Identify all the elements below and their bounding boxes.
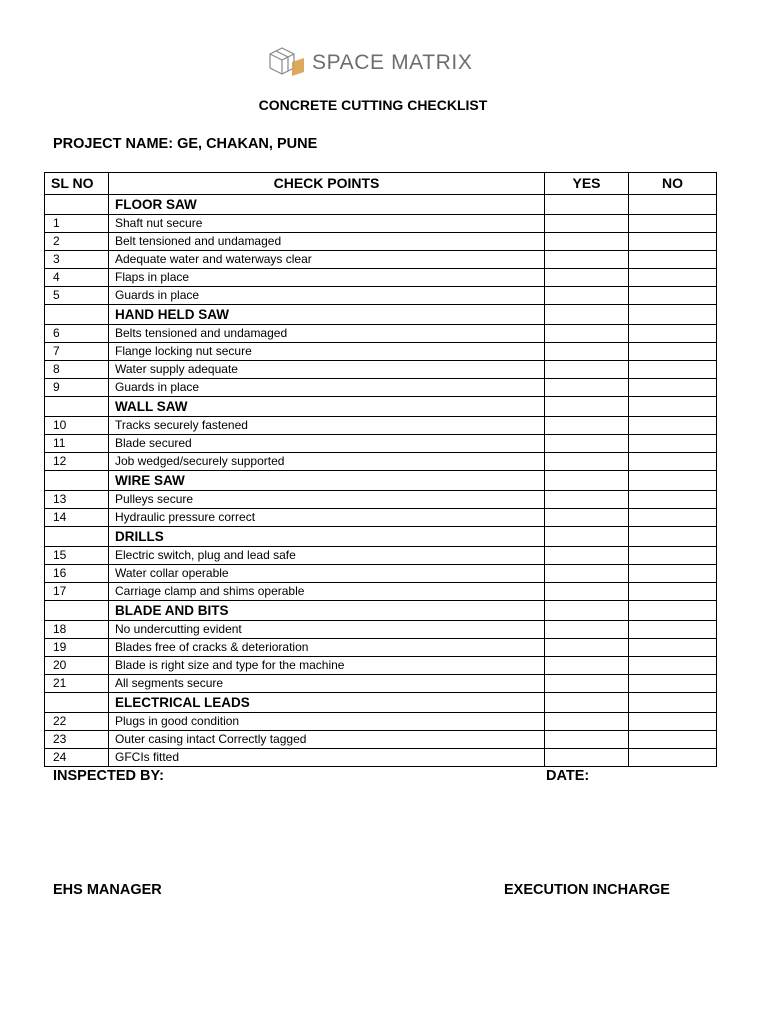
yes-cell[interactable] [545, 325, 629, 343]
sl-no-cell: 9 [45, 379, 109, 397]
header-yes: YES [545, 173, 629, 195]
yes-cell[interactable] [545, 713, 629, 731]
check-point-cell: Blades free of cracks & deterioration [109, 639, 545, 657]
no-cell [629, 527, 717, 547]
table-row [45, 491, 717, 509]
sl-no-cell [45, 601, 109, 621]
no-cell [629, 471, 717, 491]
yes-cell[interactable] [545, 675, 629, 693]
section-row [45, 693, 717, 713]
check-point-cell: Blade is right size and type for the machine [109, 657, 545, 675]
table-row [45, 565, 717, 583]
section-row [45, 397, 717, 417]
sl-no-cell [45, 305, 109, 325]
table-row [45, 675, 717, 693]
sl-no-cell: 2 [45, 233, 109, 251]
yes-cell[interactable] [545, 233, 629, 251]
sl-no-cell: 5 [45, 287, 109, 305]
no-cell[interactable] [629, 379, 717, 397]
check-point-cell: Adequate water and waterways clear [109, 251, 545, 269]
check-point-cell: No undercutting evident [109, 621, 545, 639]
section-title: FLOOR SAW [109, 195, 545, 215]
header-no: NO [629, 173, 717, 195]
sl-no-cell: 17 [45, 583, 109, 601]
sl-no-cell: 4 [45, 269, 109, 287]
check-point-cell: Outer casing intact Correctly tagged [109, 731, 545, 749]
section-title: WALL SAW [109, 397, 545, 417]
check-point-cell: GFCIs fitted [109, 749, 545, 767]
sl-no-cell: 18 [45, 621, 109, 639]
table-row [45, 325, 717, 343]
no-cell[interactable] [629, 325, 717, 343]
check-point-cell: Guards in place [109, 287, 545, 305]
yes-cell[interactable] [545, 215, 629, 233]
no-cell[interactable] [629, 509, 717, 527]
no-cell[interactable] [629, 251, 717, 269]
yes-cell [545, 195, 629, 215]
cube-logo-icon [268, 46, 308, 80]
check-point-cell: All segments secure [109, 675, 545, 693]
check-point-cell: Carriage clamp and shims operable [109, 583, 545, 601]
check-point-cell: Belts tensioned and undamaged [109, 325, 545, 343]
section-title: HAND HELD SAW [109, 305, 545, 325]
sl-no-cell: 15 [45, 547, 109, 565]
no-cell[interactable] [629, 435, 717, 453]
company-logo [268, 46, 472, 80]
section-row [45, 601, 717, 621]
sl-no-cell: 22 [45, 713, 109, 731]
yes-cell[interactable] [545, 343, 629, 361]
yes-cell[interactable] [545, 379, 629, 397]
check-point-cell: Job wedged/securely supported [109, 453, 545, 471]
sl-no-cell: 8 [45, 361, 109, 379]
header-sl-no: SL NO [45, 173, 109, 195]
no-cell[interactable] [629, 657, 717, 675]
check-point-cell: Water collar operable [109, 565, 545, 583]
table-row [45, 233, 717, 251]
no-cell[interactable] [629, 731, 717, 749]
no-cell[interactable] [629, 583, 717, 601]
yes-cell[interactable] [545, 621, 629, 639]
no-cell[interactable] [629, 639, 717, 657]
sl-no-cell: 10 [45, 417, 109, 435]
check-point-cell: Hydraulic pressure correct [109, 509, 545, 527]
table-row [45, 417, 717, 435]
table-row [45, 269, 717, 287]
table-row [45, 379, 717, 397]
yes-cell[interactable] [545, 583, 629, 601]
no-cell[interactable] [629, 453, 717, 471]
table-row [45, 361, 717, 379]
table-row [45, 547, 717, 565]
table-row [45, 713, 717, 731]
table-row [45, 509, 717, 527]
table-row [45, 749, 717, 767]
check-point-cell: Flange locking nut secure [109, 343, 545, 361]
yes-cell[interactable] [545, 435, 629, 453]
check-point-cell: Water supply adequate [109, 361, 545, 379]
table-row [45, 583, 717, 601]
yes-cell [545, 305, 629, 325]
no-cell [629, 195, 717, 215]
table-header-row [45, 173, 717, 195]
table-row [45, 287, 717, 305]
section-row [45, 195, 717, 215]
no-cell[interactable] [629, 565, 717, 583]
no-cell [629, 305, 717, 325]
check-point-cell: Pulleys secure [109, 491, 545, 509]
check-point-cell: Guards in place [109, 379, 545, 397]
table-row [45, 435, 717, 453]
no-cell[interactable] [629, 675, 717, 693]
table-row [45, 731, 717, 749]
yes-cell[interactable] [545, 287, 629, 305]
logo-text: SPACE MATRIX [312, 51, 473, 74]
sl-no-cell: 23 [45, 731, 109, 749]
sl-no-cell: 1 [45, 215, 109, 233]
sl-no-cell: 20 [45, 657, 109, 675]
check-point-cell: Tracks securely fastened [109, 417, 545, 435]
no-cell[interactable] [629, 343, 717, 361]
sl-no-cell [45, 693, 109, 713]
no-cell[interactable] [629, 621, 717, 639]
sl-no-cell: 11 [45, 435, 109, 453]
yes-cell[interactable] [545, 453, 629, 471]
yes-cell[interactable] [545, 417, 629, 435]
sl-no-cell: 24 [45, 749, 109, 767]
yes-cell [545, 527, 629, 547]
check-point-cell: Flaps in place [109, 269, 545, 287]
sl-no-cell: 6 [45, 325, 109, 343]
yes-cell [545, 601, 629, 621]
no-cell[interactable] [629, 269, 717, 287]
document-title: CONCRETE CUTTING CHECKLIST [258, 97, 488, 113]
yes-cell[interactable] [545, 269, 629, 287]
section-title: DRILLS [109, 527, 545, 547]
yes-cell [545, 471, 629, 491]
table-row [45, 639, 717, 657]
inspected-by-label: INSPECTED BY: [53, 768, 164, 784]
sl-no-cell [45, 397, 109, 417]
check-point-cell: Belt tensioned and undamaged [109, 233, 545, 251]
check-point-cell: Electric switch, plug and lead safe [109, 547, 545, 565]
sl-no-cell: 13 [45, 491, 109, 509]
header-check-points: CHECK POINTS [109, 173, 545, 195]
yes-cell[interactable] [545, 639, 629, 657]
section-row [45, 527, 717, 547]
no-cell[interactable] [629, 713, 717, 731]
table-row [45, 215, 717, 233]
yes-cell [545, 397, 629, 417]
checklist-table [44, 172, 717, 767]
no-cell[interactable] [629, 491, 717, 509]
sl-no-cell: 19 [45, 639, 109, 657]
section-title: WIRE SAW [109, 471, 545, 491]
no-cell [629, 601, 717, 621]
no-cell[interactable] [629, 215, 717, 233]
table-row [45, 251, 717, 269]
sl-no-cell: 7 [45, 343, 109, 361]
no-cell[interactable] [629, 417, 717, 435]
no-cell [629, 693, 717, 713]
yes-cell [545, 693, 629, 713]
table-row [45, 343, 717, 361]
checklist-body [45, 195, 717, 767]
sl-no-cell: 14 [45, 509, 109, 527]
yes-cell[interactable] [545, 361, 629, 379]
sl-no-cell [45, 471, 109, 491]
yes-cell[interactable] [545, 547, 629, 565]
section-row [45, 471, 717, 491]
yes-cell[interactable] [545, 749, 629, 767]
sl-no-cell: 12 [45, 453, 109, 471]
no-cell[interactable] [629, 547, 717, 565]
check-point-cell: Plugs in good condition [109, 713, 545, 731]
yes-cell[interactable] [545, 491, 629, 509]
date-label: DATE: [546, 768, 590, 784]
yes-cell[interactable] [545, 731, 629, 749]
no-cell [629, 397, 717, 417]
ehs-manager-label: EHS MANAGER [53, 882, 162, 898]
table-row [45, 657, 717, 675]
table-row [45, 453, 717, 471]
check-point-cell: Blade secured [109, 435, 545, 453]
no-cell[interactable] [629, 749, 717, 767]
yes-cell[interactable] [545, 657, 629, 675]
sl-no-cell [45, 527, 109, 547]
section-title: ELECTRICAL LEADS [109, 693, 545, 713]
check-point-cell: Shaft nut secure [109, 215, 545, 233]
no-cell[interactable] [629, 287, 717, 305]
sl-no-cell: 16 [45, 565, 109, 583]
no-cell[interactable] [629, 233, 717, 251]
sl-no-cell [45, 195, 109, 215]
table-row [45, 621, 717, 639]
sl-no-cell: 21 [45, 675, 109, 693]
yes-cell[interactable] [545, 565, 629, 583]
project-name: PROJECT NAME: GE, CHAKAN, PUNE [53, 136, 318, 152]
execution-incharge-label: EXECUTION INCHARGE [504, 882, 670, 898]
sl-no-cell: 3 [45, 251, 109, 269]
yes-cell[interactable] [545, 251, 629, 269]
section-row [45, 305, 717, 325]
yes-cell[interactable] [545, 509, 629, 527]
section-title: BLADE AND BITS [109, 601, 545, 621]
no-cell[interactable] [629, 361, 717, 379]
